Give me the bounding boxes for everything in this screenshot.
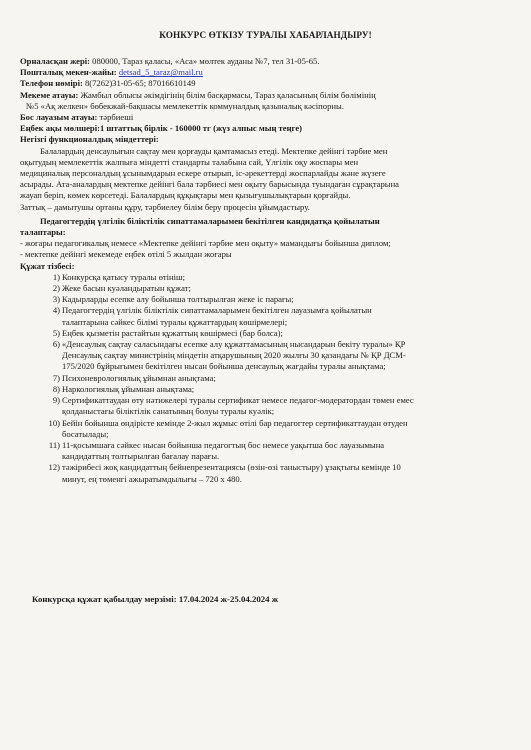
duties-line: медициналық персоналдың ұсынымдарын ескере отырып, іс-әрекеттерді жоспарлайды және жүзеге: [20, 168, 386, 179]
document-text: Бейін бойынша өндірісте кемінде 2-жыл жұмыс өтілі бар педагогтер сертификаттаудан өтуден: [62, 417, 408, 428]
email-link[interactable]: detsad_5_taraz@mail.ru: [118, 67, 203, 78]
salary-line: Еңбек ақы мөлшері:1 штаттық бірлік - 160000 тг (жүз алпыс мың теңге): [20, 123, 303, 134]
document-item: [20, 339, 517, 373]
document-item: [20, 373, 517, 384]
document-item: [20, 440, 517, 462]
phone-value: 8(7262)31-05-65; 87016610149: [82, 78, 196, 89]
document-item: [20, 272, 517, 283]
document-text: Денсаулық сақтау министрінің міндетін атқарушының 2020 жылғы 30 қазандағы № ҚР ДСМ-: [62, 350, 406, 361]
document-text: босатылады;: [62, 428, 109, 439]
document-text: тәжірибесі жоқ кандидаттың бейнепрезентациясы (өзін-өзі таныстыру) ұзақтығы кемінде 10: [62, 462, 401, 473]
document-number: 3): [52, 294, 60, 305]
document-item: [20, 294, 517, 305]
document-text: «Денсаулық сақтау саласындағы есепке алу құжаттамасының нысандарын бекіту туралы» ҚР: [62, 339, 406, 350]
address-line: [20, 56, 517, 67]
vacancy-value: тәрбиеші: [97, 112, 134, 123]
document-item: [20, 462, 517, 484]
document-item: [20, 418, 517, 440]
document-text: кандидаттың толтырылған бағалау парағы.: [62, 451, 220, 462]
page-title: КОНКУРС ӨТКІЗУ ТУРАЛЫ ХАБАРЛАНДЫРУ!: [159, 30, 372, 40]
org-value-1: Жамбыл облысы әкімдігінің білім басқармасы, Тараз қаласының білім бөлімінің: [78, 89, 376, 100]
requirements-heading: Педагогтердің үлгілік біліктілік сипаттамаларымен бекітілген кандидатқа қойылатын: [40, 215, 380, 226]
document-text: Педагогтердің үлгілік біліктілік сипаттамаларымен бекітілген лауазымға қойылатын: [62, 305, 372, 316]
org-line: [20, 90, 517, 101]
document-text: 175/2020 бұйрығымен бекітілген нысан бойынша денсаулық жағдайы туралы анықтама;: [62, 361, 386, 372]
vacancy-label: Бос лауазым атауы:: [20, 112, 98, 123]
duties-line: асырады. Ата-аналардың мектепке дейінгі бала тәрбиесі мен оқыту барысында туындаған сұрақтарына: [20, 179, 399, 190]
document-text: қолданыстағы біліктілік санатының болуы туралы куәлік;: [62, 406, 275, 417]
address-value: 080000, Тараз қаласы, «Аса» мөлтек ауданы №7, тел 31-05-65.: [90, 56, 320, 66]
announcement-body: [20, 56, 517, 485]
duties-line: Заттық – дамытушы ортаны құру, тәрбиелеу білім беру процесін ұйымдастыру.: [20, 201, 310, 212]
phone-label: Телефон нөмірі:: [20, 78, 83, 89]
org-label: Мекеме атауы:: [20, 89, 79, 100]
document-item: [20, 395, 517, 417]
duties-heading: Негізгі функционалдық міндеттері:: [20, 134, 159, 145]
deadline-line: Конкурсқа құжат қабылдау мерзімі: 17.04.2024 ж-25.04.2024 ж: [32, 594, 279, 604]
requirement-item: - мектепке дейінгі мекемеде еңбек өтілі 5 жылдан жоғары: [20, 249, 232, 260]
document-text: Наркологиялық ұйымнан анықтама;: [62, 383, 195, 394]
document-number: 5): [52, 327, 60, 338]
document-item: [20, 283, 517, 294]
phone-line: [20, 78, 517, 89]
duties-line: оқытудың мемлекеттік жалпыға міндетті стандарты талабына сай, Үлгілік оқу жоспары мен: [20, 156, 359, 167]
requirements-heading-cont: талаптары:: [20, 227, 66, 238]
email-label: Пошталық мекен-жайы:: [20, 67, 117, 78]
document-text: Конкурсқа қатысу туралы өтініш;: [62, 271, 186, 282]
document-text: Сертификаттаудан өту нәтижелері туралы сертификат немесе педагог-модератордан төмен емес: [62, 395, 414, 406]
duties-line: жауап беріп, көмек көрсетеді. Балалардың құқықтары мен қызығушылықтарын қорғайды.: [20, 190, 351, 201]
document-text: минут, ең төменгі ажыратымдылығы – 720 x 480.: [62, 473, 242, 484]
org-value-2: №5 «Ақ желкен» бөбекжай-бақшасы мемлекеттік коммуналдық қазыналық кәсіпорны.: [26, 100, 344, 111]
duties-line: Балалардың денсаулығын сақтау мен қорғауды қамтамасыз етеді. Мектепке дейінгі тәрбие мен: [40, 145, 388, 156]
document-item: [20, 384, 517, 395]
email-line: [20, 67, 517, 78]
address-label: Орналасқан жері:: [20, 56, 91, 66]
requirement-item: - жоғары педагогикалық немесе «Мектепке дейінгі тәрбие мен оқыту» мамандығы бойынша диплом;: [20, 238, 391, 249]
document-number: 2): [52, 283, 60, 294]
document-text: Психоневрологиялық ұйымнан анықтама;: [62, 372, 216, 383]
documents-heading: Құжат тізбесі:: [20, 260, 75, 271]
document-number: 8): [52, 383, 60, 394]
document-number: 9): [52, 395, 60, 406]
duties-paragraph: [20, 146, 517, 213]
vacancy-line: [20, 112, 517, 123]
document-item: [20, 328, 517, 339]
document-number: 10): [48, 417, 60, 428]
document-text: 11-қосымшаға сәйкес нысан бойынша педагогтың бос немесе уақытша бос лауазымына: [62, 439, 385, 450]
document-text: Кадырларды есепке алу бойынша толтырылған жеке іс парағы;: [62, 294, 294, 305]
document-number: 6): [52, 339, 60, 350]
document-number: 11): [48, 439, 60, 450]
document-number: 7): [52, 372, 60, 383]
documents-list: [20, 272, 517, 485]
document-number: 4): [52, 305, 60, 316]
document-item: [20, 305, 517, 327]
document-text: Еңбек қызметін растайтын құжаттың көшірмесі (бар болса);: [62, 327, 283, 338]
document-text: талаптарына сәйкес білімі туралы құжаттардың көшірмелері;: [62, 316, 288, 327]
document-text: Жеке басын куәландыратын құжат;: [62, 283, 191, 294]
document-number: 12): [48, 462, 60, 473]
document-number: 1): [52, 271, 60, 282]
